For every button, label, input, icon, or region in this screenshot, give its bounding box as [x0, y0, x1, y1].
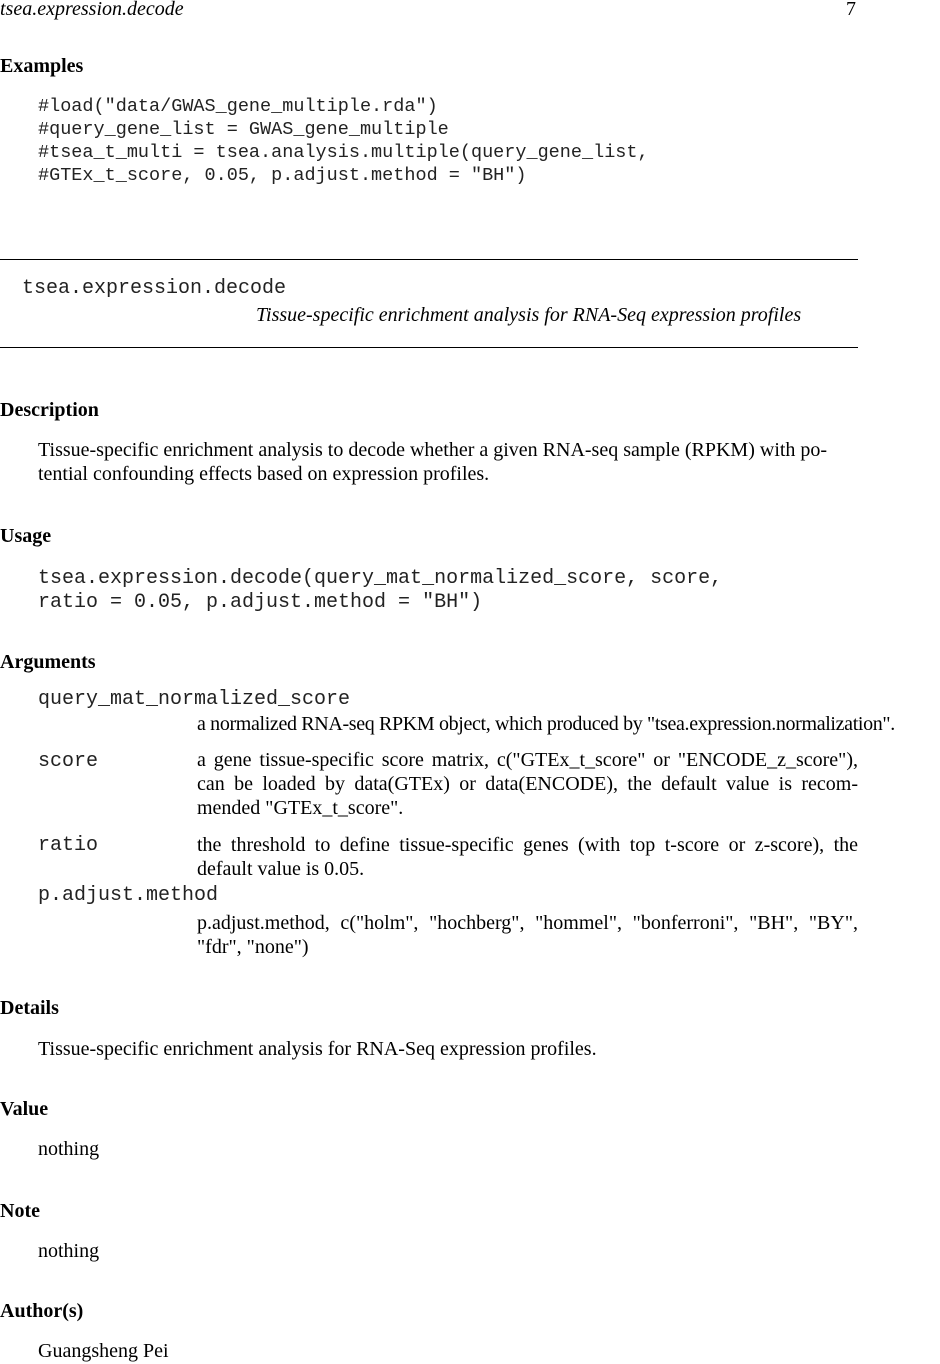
- bottom-rule: [0, 347, 858, 348]
- authors-text: Guangsheng Pei: [38, 1340, 169, 1362]
- argument-description: the threshold to define tissue-specific genes (with top t-score or z-score), the default value is 0.05.: [197, 834, 858, 880]
- value-text: nothing: [38, 1138, 100, 1160]
- example-code-line: #load("data/GWAS_gene_multiple.rda"): [38, 96, 438, 117]
- argument-name: p.adjust.method: [38, 884, 219, 907]
- argument-description: a gene tissue-specific score matrix, c("GTEx_t_score" or "ENCODE_z_score"), can be loaded by data(GTEx) or data(ENCODE), the default value is recom- mended "GTEx_t_score".: [197, 749, 858, 819]
- note-heading: Note: [0, 1200, 40, 1222]
- argument-name: score: [38, 750, 99, 773]
- example-code-line: #GTEx_t_score, 0.05, p.adjust.method = "BH"): [38, 165, 527, 186]
- argument-description: p.adjust.method, c("holm", "hochberg", "hommel", "bonferroni", "BH", "BY", "fdr", "none"): [197, 912, 858, 958]
- usage-code-line: tsea.expression.decode(query_mat_normalized_score, score,: [38, 567, 723, 590]
- arguments-heading: Arguments: [0, 651, 96, 673]
- example-code-line: #query_gene_list = GWAS_gene_multiple: [38, 119, 449, 140]
- examples-heading: Examples: [0, 55, 84, 77]
- usage-heading: Usage: [0, 525, 52, 547]
- value-heading: Value: [0, 1098, 49, 1120]
- note-text: nothing: [38, 1240, 100, 1262]
- entry-name: tsea.expression.decode: [22, 277, 287, 300]
- top-rule: [0, 259, 858, 260]
- running-title: tsea.expression.decode: [0, 0, 184, 20]
- description-heading: Description: [0, 399, 99, 421]
- entry-title: Tissue-specific enrichment analysis for RNA-Seq expression profiles: [256, 304, 802, 326]
- example-code-line: #tsea_t_multi = tsea.analysis.multiple(query_gene_list,: [38, 142, 649, 163]
- usage-code-line: ratio = 0.05, p.adjust.method = "BH"): [38, 591, 483, 614]
- argument-name: query_mat_normalized_score: [38, 688, 351, 711]
- argument-description: a normalized RNA-seq RPKM object, which produced by "tsea.expression.normalization".: [197, 713, 895, 735]
- details-heading: Details: [0, 997, 59, 1019]
- description-line: tential confounding effects based on expression profiles.: [38, 463, 490, 485]
- authors-heading: Author(s): [0, 1300, 84, 1322]
- argument-name: ratio: [38, 834, 99, 857]
- description-line: Tissue-specific enrichment analysis to decode whether a given RNA-seq sample (RPKM) with po-: [38, 439, 828, 461]
- details-text: Tissue-specific enrichment analysis for RNA-Seq expression profiles.: [38, 1038, 597, 1060]
- page-number: 7: [846, 0, 856, 20]
